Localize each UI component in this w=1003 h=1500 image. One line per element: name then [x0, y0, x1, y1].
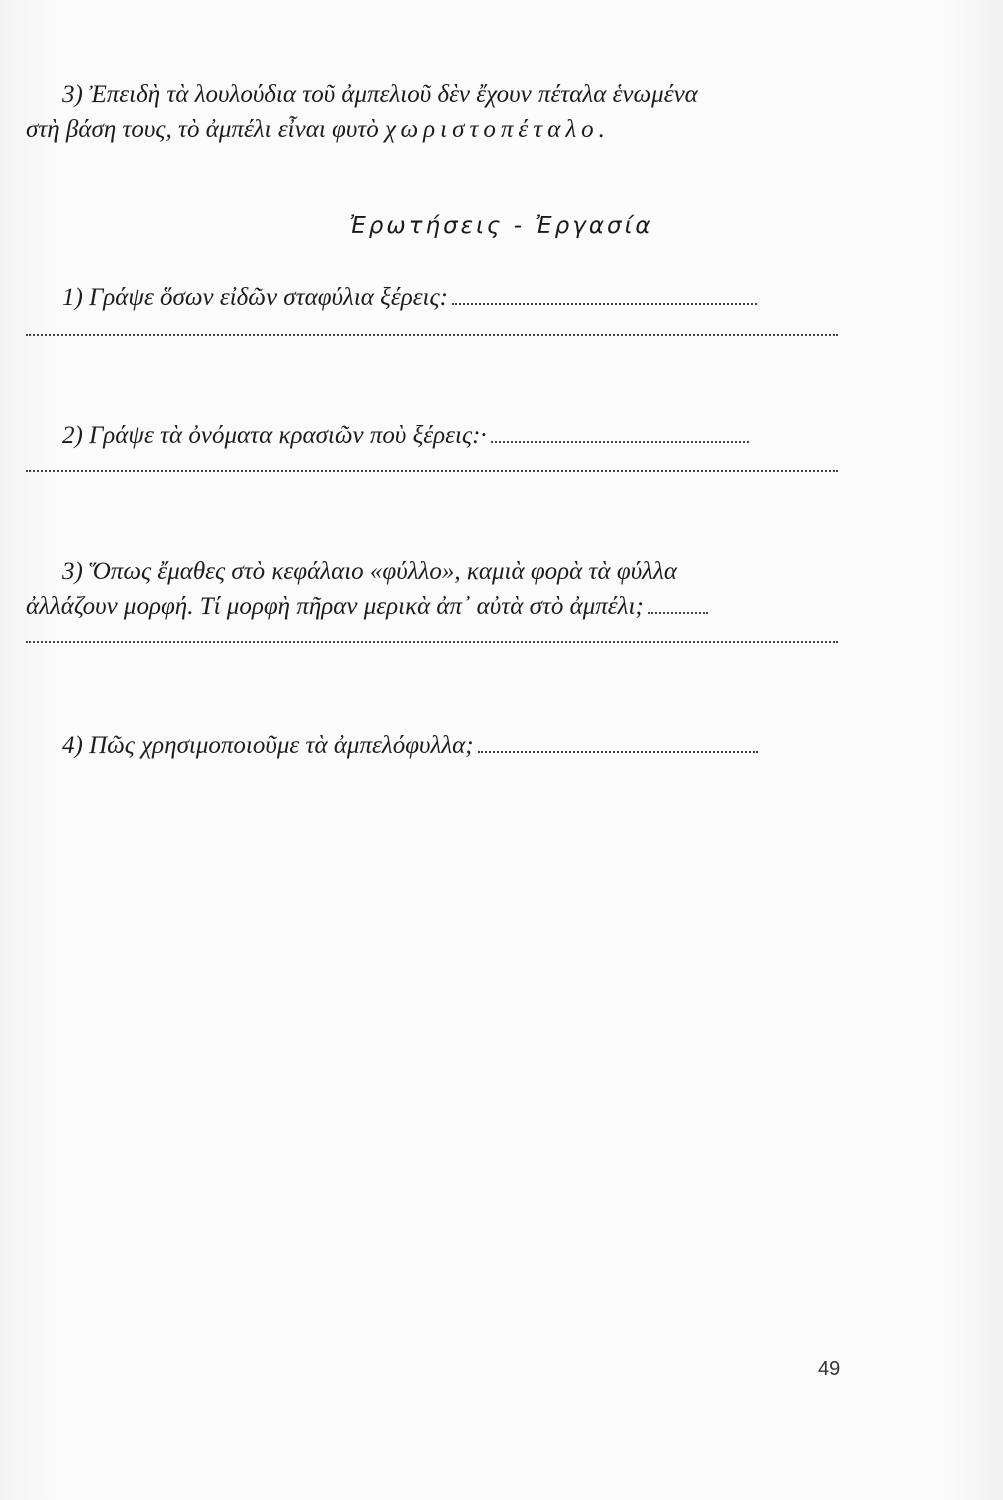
- question-2: [62, 421, 749, 451]
- answer-leader-2: [491, 441, 749, 443]
- question-3-line-2: [26, 592, 708, 622]
- question-1-text: 1) Γράψε ὅσων εἰδῶν σταφύλια ξέρεις:: [62, 284, 448, 311]
- question-4: [62, 731, 758, 761]
- question-3-line-1: 3) Ὅπως ἔμαθες στὸ κεφάλαιο «φύλλο», καμιὰ φορὰ τὰ φύλλα: [62, 558, 677, 585]
- intro-line-2-spaced-word: χωριστοπέταλο.: [385, 116, 610, 143]
- answer-leader-3: [648, 612, 708, 614]
- question-3-line-2-text: ἀλλάζουν μορφή. Τί μορφὴ πῆραν μερικὰ ἀπ᾽ αὐτὰ στὸ ἀμπέλι;: [26, 593, 644, 620]
- intro-line-2-text: στὴ βάση τους, τὸ ἀμπέλι εἶναι φυτὸ: [26, 116, 386, 143]
- answer-line-1: [26, 334, 838, 336]
- intro-line-1: 3) Ἐπειδὴ τὰ λουλούδια τοῦ ἀμπελιοῦ δὲν ἔχουν πέταλα ἑνωμένα: [62, 81, 698, 108]
- answer-line-3: [26, 641, 838, 643]
- question-2-text: 2) Γράψε τὰ ὀνόματα κρασιῶν ποὺ ξέρεις:·: [62, 422, 487, 449]
- answer-leader-1: [452, 303, 757, 305]
- question-4-text: 4) Πῶς χρησιμοποιοῦμε τὰ ἀμπελόφυλλα;: [62, 732, 474, 759]
- section-heading: Ἐρωτήσεις - Ἐργασία: [349, 213, 654, 239]
- intro-line-2: [26, 115, 610, 145]
- page-number: 49: [818, 1358, 841, 1380]
- answer-line-2: [26, 470, 838, 472]
- question-1: [62, 283, 757, 313]
- answer-leader-4: [478, 751, 758, 753]
